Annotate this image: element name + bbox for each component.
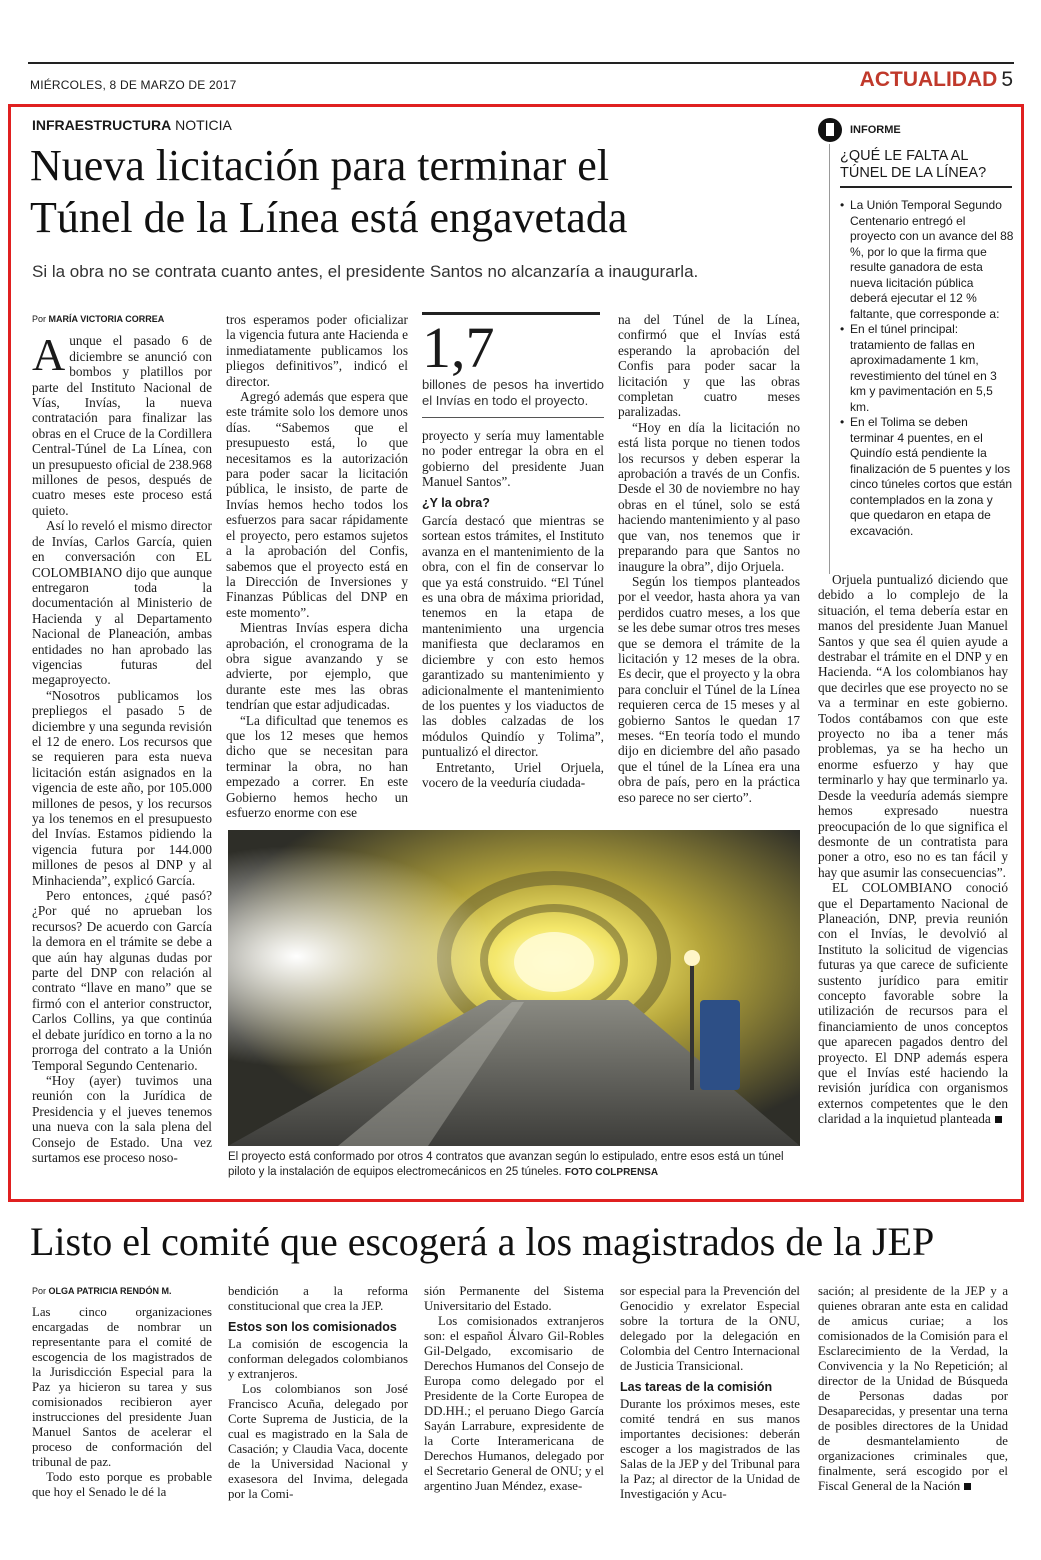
article2-headline: Listo el comité que escogerá a los magistrados de la JEP: [30, 1219, 935, 1264]
paragraph: “Hoy en día la licitación no está lista porque no tienen todos los recursos y deben esperar la aprobación a través de un Confis. Desde el 30 de noviembre no hay obras en el túnel, solo se está haciendo mantenimiento y al paso que van, nos tenemos que ir preparando para que Santos no inaugure la obra”, dijo Orjuela.: [618, 419, 800, 574]
kicker-type: NOTICIA: [175, 117, 232, 133]
paragraph: Así lo reveló el mismo director de Invías, Carlos García, quien en conversación con EL COLOMBIANO dijo que aunque entregaron toda la documentación al Ministerio de Hacienda y al Departamento Nacional de Planeación, ambas entidades no han aprobado las vigencias futuras del megaproyecto.: [32, 518, 212, 688]
paragraph: Las cinco organizaciones encargadas de nombrar un representante para el comité de escogencia de los magistrados de la Jurisdicción Especial para la Paz ya hicieron su tarea y sus comisionados recibieron ayer instrucciones del presidente Juan Manuel Santos de acelerar el proceso de conformación del tribunal de paz.: [32, 1305, 212, 1469]
informe-question: ¿QUÉ LE FALTA AL TÚNEL DE LA LÍNEA?: [840, 148, 1012, 188]
paragraph: García destacó que mientras se sortean estos trámites, el Instituto avanza en el mantenimiento de la obra, con el fin de conservar lo que ya está construido. “El Túnel es una obra de máxima prioridad, tenemos en la etapa de mantenimiento una urgencia manifiesta que declaramos en diciembre y con esto hemos garantizado su mantenimiento y adicionalmente el mantenimiento de los puentes y los viaductos de las dobles calzadas de los módulos Quindío y Tolima”, puntualizó el director.: [422, 513, 604, 760]
paragraph: Orjuela puntualizó diciendo que debido a lo complejo de la situación, el tema debería estar en manos del presidente Juan Manuel Santos y que sea él quien ayude a destrabar el trámite en el DNP y en Hacienda. “A los colombianos hay que decirles que ese proyecto no se va a terminar en este gobierno. Todos contábamos con que este proyecto no iba a tener más problemas, ya se ha hecho un enorme esfuerzo y hay que terminarlo y hay que terminarlo ya. Desde la veeduría además siempre hemos expresado nuestra preocupación de lo que significa el desmonte de un contratista para poner a otro, eso no es tan fácil y hay que asumir las consecuencias”.: [818, 572, 1008, 880]
article-kicker: [32, 117, 232, 133]
paragraph: bendición a la reforma constitucional que crea la JEP.: [228, 1284, 408, 1313]
kicker-category: INFRAESTRUCTURA: [32, 117, 172, 133]
paragraph: proyecto y sería muy lamentable no poder entregar la obra en el gobierno del presidente Juan Manuel Santos”.: [422, 428, 604, 490]
byline-prefix: Por: [32, 1286, 47, 1296]
informe-list: [840, 198, 1014, 539]
paragraph: “La dificultad que tenemos es que los 12 meses que hemos dicho que se necesitan para terminar la obra, no han empezado a correr. En este Gobierno hemos hecho un esfuerzo enorme con ese: [226, 712, 408, 820]
article-column-1: [32, 312, 212, 1165]
section-header: [860, 68, 1013, 92]
photo-caption: [228, 1150, 800, 1180]
tunnel-photo-image: [228, 830, 800, 1146]
paragraph: Todo esto porque es probable que hoy el Senado le dé la: [32, 1470, 212, 1499]
section-subheading: Las tareas de la comisión: [620, 1380, 773, 1394]
masthead-rule: [28, 62, 1014, 64]
byline: [32, 312, 212, 327]
paragraph: Pero entonces, ¿qué pasó? ¿Por qué no aprueban los recursos? De acuerdo con García la demora en el trámite se debe a que aún hay algunas dudas por parte del DNP con relación al contrato “llave en mano” que se firmó con el anterior constructor, Carlos Collins, ya que continúa el debate jurídico en torno a la no prorroga del contrato a la Unión Temporal Segundo Centenario.: [32, 888, 212, 1073]
paragraph: Los colombianos son José Francisco Acuña, delegado por Corte Suprema de Justicia, de la cual es magistrado en la Sala de Casación; y Claudia Vaca, docente de la Universidad Nacional y exasesora del Invima, delegada por la Comi-: [228, 1382, 408, 1501]
paragraph: tros esperamos poder oficializar la vigencia futura ante Hacienda e inmediatamente publicamos los pliegos definitivos”, indicó el director.: [226, 312, 408, 389]
photo-credit: FOTO COLPRENSA: [564, 1167, 659, 1178]
article-column-3: [422, 312, 604, 790]
page-number: 5: [1001, 68, 1013, 91]
article2-column-2: [228, 1284, 408, 1502]
informe-item: • En el Tolima se deben terminar 4 puentes, en el Quindío está pendiente la finalización de 5 puentes y los cinco túneles cortos que están contemplados en la zona y que quedaron en etapa de excavación.: [840, 415, 1014, 539]
paragraph: “Nosotros publicamos los prepliegos el pasado 5 de diciembre y una segunda revisión el 12 de enero. Los recursos que se requieren para esta nueva licitación están asignados en la vigencia de este año, por 105.000 millones de pesos, y los recursos ya los tenemos en el presupuesto del Invías. Estamos pidiendo la vigencia futura por 144.000 millones de pesos al DNP y al Minhacienda”, explicó García.: [32, 687, 212, 888]
article2-column-4: [620, 1284, 800, 1502]
byline-author: OLGA PATRICIA RENDÓN M.: [48, 1286, 172, 1296]
section-title: ACTUALIDAD: [859, 68, 998, 91]
issue-date: MIÉRCOLES, 8 DE MARZO DE 2017: [30, 78, 237, 92]
byline: [32, 1284, 212, 1299]
paragraph: na del Túnel de la Línea, confirmó que el Invías está esperando la aprobación del Confis para poder sacar la licitación y que las obras completan cuatro meses paralizadas.: [618, 312, 800, 420]
paragraph: Los comisionados extranjeros son: el español Álvaro Gil-Robles Gil-Delgado, excomisario de Derechos Humanos del Consejo de Europa como delegado por el Presidente de la Corte Europea de DD.HH.; el peruano Diego García Sayán Larrabure, expresidente de la Corte Interamericana de Derechos Humanos, delegado por el Secretario General de ONU; y el argentino Juan Méndez, exase-: [424, 1314, 604, 1493]
paragraph: “Hoy (ayer) tuvimos una reunión con la Jurídica de Presidencia y el jueves tenemos una nueva con la sala plena del Consejo de Estado. Una vez surtamos ese proceso noso-: [32, 1072, 212, 1165]
paragraph: Entretanto, Uriel Orjuela, vocero de la veeduría ciudada-: [422, 759, 604, 790]
article-column-5: [818, 572, 1008, 1127]
paragraph: Según los tiempos planteados por el veedor, hasta ahora ya van perdidos cuatro meses, a los que se les debe sumar otros tres meses que se demora el trámite de la licitación y 12 meses de la obra. Es decir, que el proyecto y la obra para concluir el Túnel de la Línea requieren cerca de 15 meses y al gobierno Santos le quedan 17 meses. “En teoría todo el mundo dijo en diciembre del año pasado que el túnel de la Línea era una obra de país, pero en la práctica eso parece no ser cierto”.: [618, 573, 800, 805]
paragraph: Mientras Invías espera dicha aprobación, el cronograma de la obra sigue avanzando y se advierte, por ejemplo, que durante este mes las obras tendrían que estar adjudicadas.: [226, 620, 408, 713]
article-subhead: Si la obra no se contrata cuanto antes, el presidente Santos no alcanzaría a inaugurarla.: [32, 262, 699, 281]
caption-text: El proyecto está conformado por otros 4 contratos que avanzan según lo estipulado, entre esos está un túnel piloto y la instalación de equipos electromecánicos en 25 túneles.: [228, 1151, 784, 1178]
end-mark: [964, 1483, 971, 1490]
informe-item: • La Unión Temporal Segundo Centenario entregó el proyecto con un avance del 88 %, por lo que la firma que resulte ganadora de esta nueva licitación pública deberá ejecutar el 12 % faltante, que corresponde a:: [840, 198, 1014, 322]
end-mark: [995, 1116, 1002, 1123]
section-subheading: ¿Y la obra?: [422, 495, 490, 510]
stat-number: 1,7: [422, 315, 495, 380]
paragraph: sor especial para la Prevención del Genocidio y exrelator Especial sobre la tortura de la ONU, delegado por la delegación en Colombia del Centro Internacional de Justicia Transicional.: [620, 1284, 800, 1373]
paragraph: Durante los próximos meses, este comité tendrá en sus manos importantes decisiones: deberán escoger a los magistrados de las Salas de la JEP y del Tribunal para la Paz; al director de la Unidad de Investigación y Acu-: [620, 1397, 800, 1501]
paragraph: sión Permanente del Sistema Universitario del Estado.: [424, 1284, 604, 1313]
document-icon: [818, 118, 842, 142]
informe-item: • En el túnel principal: tratamiento de fallas en aproximadamente 1 km, revestimiento del túnel en 3 km y pavimentación en 5,5 km.: [840, 322, 1014, 415]
paragraph: sación; al presidente de la JEP y a quienes obraran ante esta en calidad de amicus curiae; a los comisionados de la Comisión para el Esclarecimiento de la Verdad, la Convivencia y la No Repetición; al director de la Unidad de Búsqueda de Personas dadas por Desaparecidas, y presentar una terna de posibles directores de la Unidad de desmantelamiento de organizaciones criminales que, finalmente, será escogido por el Fiscal General de la Nación: [818, 1284, 1008, 1493]
paragraph: EL COLOMBIANO conoció que el Departamento Nacional de Planeación, DNP, previa reunión con el Invías, le devolvió al Instituto la solicitud de vigencias futuras ya que carece de suficiente sustento jurídico para emitir concepto favorable sobre la utilización de recursos para el financiamiento de unos conceptos que aparecen pagados dentro del proyecto. El DNP además espera que el Invías esté haciendo la revisión jurídica con organismos externos competentes que le den claridad a la inquietud planteada: [818, 880, 1008, 1127]
byline-prefix: Por: [32, 314, 47, 324]
article2-column-3: [424, 1284, 604, 1494]
stat-description: billones de pesos ha invertido el Invías en todo el proyecto.: [422, 377, 604, 408]
tunnel-photo: [228, 830, 800, 1146]
article-column-2: [226, 312, 408, 820]
paragraph: Aunque el pasado 6 de diciembre se anunció con bombos y platillos por parte del Instituto Nacional de Vías, Invías, la nueva contratación para finalizar las obras en el Cruce de la Cordillera Central-Túnel de La Línea, con un presupuesto oficial de 238.968 millones de pesos, después de cuatro meses este proceso está quieto.: [32, 329, 212, 518]
drop-cap: A: [32, 329, 66, 381]
informe-tag: INFORME: [850, 124, 901, 136]
informe-rule: [829, 144, 830, 574]
stat-divider: [422, 417, 604, 418]
article2-column-5: [818, 1284, 1008, 1494]
headline-line-1: Nueva licitación para terminar el: [30, 141, 610, 190]
byline-author: MARÍA VICTORIA CORREA: [48, 314, 165, 324]
article2-column-1: [32, 1284, 212, 1500]
article-headline: [30, 140, 800, 244]
informe-box: [818, 118, 1014, 539]
paragraph: Agregó además que espera que este trámite solo los demore unos días. “Sabemos que el presupuesto está, lo que necesitamos es la autorización para poder sacar la licitación pública, le insisto, de parte de Invías hemos hecho todos los esfuerzos para sacar rápidamente el proyecto, pero estamos sujetos a la aprobación del Confis, sabemos que el proyecto está en la Dirección de Inversiones y Finanzas Públicas del DNP en este momento”.: [226, 389, 408, 620]
article-column-4: [618, 312, 800, 805]
section-subheading: Estos son los comisionados: [228, 1320, 397, 1334]
headline-line-2: Túnel de la Línea está engavetada: [30, 193, 628, 242]
paragraph: La comisión de escogencia la conforman delegados colombianos y extranjeros.: [228, 1337, 408, 1381]
